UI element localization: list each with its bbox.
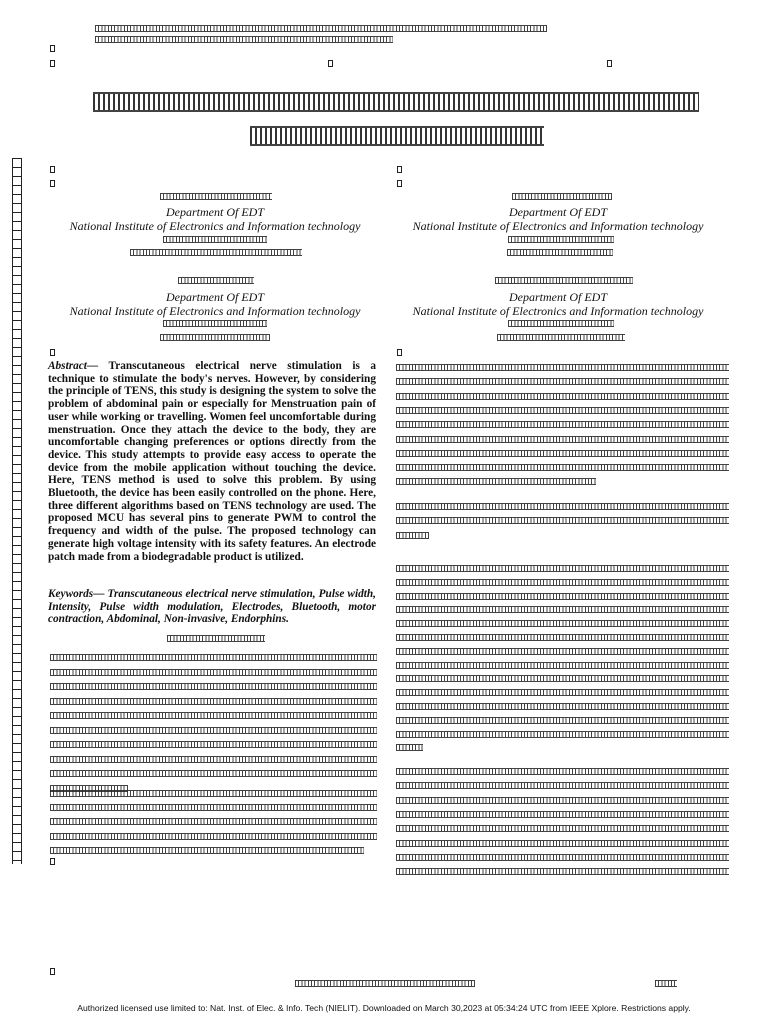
garbled-text-line (50, 756, 377, 763)
garbled-text-line (50, 727, 377, 734)
author-location (497, 334, 625, 341)
marker (50, 60, 55, 67)
download-notice: Authorized licensed use limited to: Nat. Inst. of Elec. & Info. Tech (NIELIT). Downloaded on March 30,2023 at 05:34:24 UTC from IEEE Xplore. Restrictions apply. (77, 1003, 691, 1013)
marker (50, 858, 55, 865)
garbled-text-line (396, 393, 729, 400)
garbled-text-line (396, 407, 729, 414)
garbled-text-line (50, 683, 377, 690)
garbled-text-line (396, 703, 729, 710)
keywords-lead: Keywords— (48, 588, 105, 600)
garbled-text-line (50, 770, 377, 777)
garbled-text-line (396, 840, 729, 847)
garbled-text-line (50, 698, 377, 705)
garbled-text-line (396, 689, 729, 696)
garbled-text-line (396, 436, 729, 443)
garbled-text-line (50, 654, 377, 661)
garbled-text-line (396, 503, 729, 510)
author-institute: National Institute of Electronics and Information technology (69, 219, 361, 233)
garbled-text-line (396, 768, 729, 775)
margin-stripe (12, 158, 22, 864)
garbled-text-line (50, 847, 364, 854)
author-location (130, 249, 302, 256)
author-email (163, 236, 267, 243)
garbled-text-line (396, 579, 729, 586)
author-location (507, 249, 613, 256)
marker (50, 180, 55, 187)
garbled-text-line (396, 675, 729, 682)
marker (397, 180, 402, 187)
garbled-text-line (396, 532, 429, 539)
marker (607, 60, 612, 67)
marker (50, 166, 55, 173)
garbled-text-line (396, 854, 729, 861)
marker (397, 166, 402, 173)
paper-title-line-1 (93, 92, 699, 112)
garbled-text-line (396, 517, 729, 524)
author-institute: National Institute of Electronics and Information technology (69, 304, 361, 318)
keywords-text: Transcutaneous electrical nerve stimulation, Pulse width, Intensity, Pulse width modulation, Electrodes, Bluetooth, motor contraction, Abdominal, Non-invasive, Endorphins. (48, 588, 376, 626)
author-department: Department Of EDT (166, 205, 264, 219)
garbled-text-line (396, 606, 729, 613)
abstract-lead: Abstract— (48, 360, 99, 372)
garbled-text-line (396, 620, 729, 627)
marker (328, 60, 333, 67)
garbled-text-line (50, 833, 377, 840)
garbled-text-line (396, 593, 729, 600)
author-institute: National Institute of Electronics and Information technology (412, 304, 704, 318)
author-name (160, 193, 272, 200)
garbled-text-line (396, 421, 729, 428)
page-number (655, 980, 677, 987)
garbled-text-line (396, 717, 729, 724)
marker (50, 45, 55, 52)
garbled-text-line (50, 741, 377, 748)
copyright-line (295, 980, 475, 987)
author-location (160, 334, 270, 341)
garbled-text-line (396, 478, 596, 485)
author-name (512, 193, 612, 200)
garbled-text-line (50, 669, 377, 676)
abstract (48, 360, 376, 563)
garbled-text-line (396, 378, 729, 385)
author-institute: National Institute of Electronics and Information technology (412, 219, 704, 233)
author-department: Department Of EDT (509, 205, 607, 219)
marker (50, 968, 55, 975)
garbled-text-line (396, 744, 423, 751)
abstract-text: Transcutaneous electrical nerve stimulation is a technique to stimulate the body's nerves. However, by considering the principle of TENS, this study is designing the system to solve the problem of abdominal pain or especially for Menstruation pain of user while working or travelling. Women feel uncomfortable during menstruation. Once they attach the device to the body, they are uncomfortable changing preferences or options directly from the device. This study attempts to provide easy access to operate the device from the mobile application without touching the device. Here, TENS method is used to solve this problem. By using Bluetooth, the device has been easily controlled on the phone. Here, three different algorithms based on TENS technology are used. The proposed MCU has several pins to generate PWM to control the frequency and width of the pulse. The proposed technology can generate high voltage intensity with its safety features. An electrode patch made from a biodegradable product is utilized. (48, 360, 376, 563)
section-heading (167, 635, 265, 642)
keywords (48, 588, 376, 626)
header-line-1 (95, 25, 547, 32)
garbled-text-line (396, 797, 729, 804)
paper-title-line-2 (250, 126, 544, 146)
author-name (178, 277, 254, 284)
garbled-text-line (396, 565, 729, 572)
garbled-text-line (396, 464, 729, 471)
garbled-text-line (396, 634, 729, 641)
garbled-text-line (50, 818, 377, 825)
garbled-text-line (396, 662, 729, 669)
author-name (495, 277, 633, 284)
garbled-text-line (396, 868, 729, 875)
author-email (163, 320, 267, 327)
garbled-text-line (396, 731, 729, 738)
author-department: Department Of EDT (166, 290, 264, 304)
marker (397, 349, 402, 356)
garbled-text-line (396, 782, 729, 789)
garbled-text-line (396, 825, 729, 832)
header-line-2 (95, 36, 393, 43)
garbled-text-line (396, 648, 729, 655)
garbled-text-line (396, 364, 729, 371)
garbled-text-line (50, 804, 377, 811)
garbled-text-line (50, 712, 377, 719)
author-department: Department Of EDT (509, 290, 607, 304)
garbled-text-line (396, 450, 729, 457)
garbled-text-line (396, 811, 729, 818)
author-email (508, 236, 614, 243)
marker (50, 349, 55, 356)
author-email (508, 320, 614, 327)
garbled-text-line (50, 790, 377, 797)
